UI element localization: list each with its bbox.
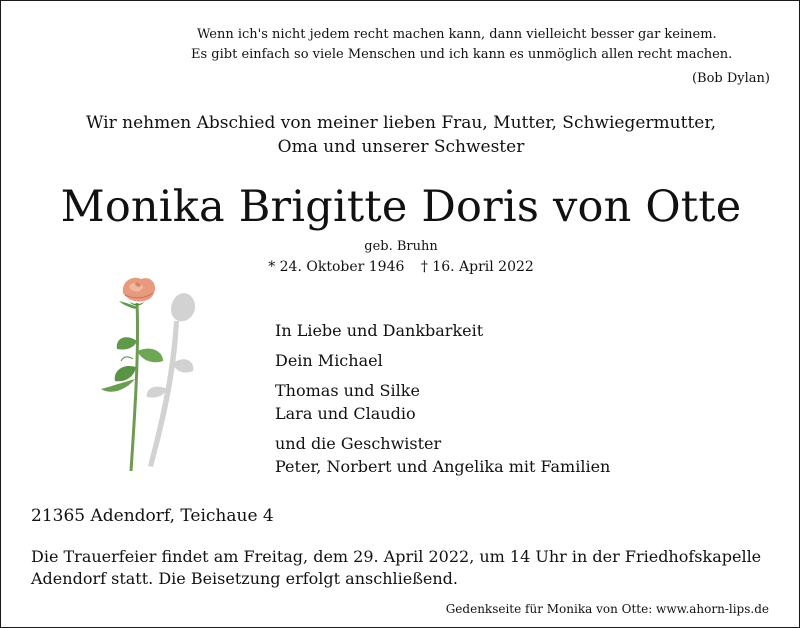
- ceremony-line: Adendorf statt. Die Beisetzung erfolgt anschließend.: [31, 569, 458, 588]
- ceremony-info: [31, 546, 781, 590]
- husband-group: [275, 349, 610, 372]
- intro-text: [1, 111, 800, 159]
- memorial-page-link[interactable]: Gedenkseite für Monika von Otte: www.ahorn-lips.de: [445, 602, 769, 616]
- maiden-name: geb. Bruhn: [364, 239, 438, 254]
- birth-date: * 24. Oktober 1946: [268, 259, 405, 275]
- siblings-group: [275, 432, 610, 478]
- siblings-names: Peter, Norbert und Angelika mit Familien: [275, 457, 611, 476]
- children-group: [275, 379, 610, 425]
- ceremony-line: Die Trauerfeier findet am Freitag, dem 29. April 2022, um 14 Uhr in der Friedhofskapelle: [31, 547, 762, 566]
- intro-line: Wir nehmen Abschied von meiner lieben Frau, Mutter, Schwiegermutter,: [86, 113, 716, 133]
- child-family: Thomas und Silke: [275, 381, 420, 400]
- siblings-heading: und die Geschwister: [275, 434, 442, 453]
- quote-line: Wenn ich's nicht jedem recht machen kann, dann vielleicht besser gar keinem.: [197, 27, 717, 42]
- mourners-list: [275, 319, 610, 485]
- deceased-name: Monika Brigitte Doris von Otte: [60, 182, 742, 232]
- mourners-heading-group: [275, 319, 610, 342]
- husband-name: Dein Michael: [275, 351, 383, 370]
- quote-line: Es gibt einfach so viele Menschen und ich kann es unmöglich allen recht machen.: [191, 47, 733, 62]
- family-address: 21365 Adendorf, Teichaue 4: [31, 506, 274, 526]
- child-family: Lara und Claudio: [275, 404, 416, 423]
- rose-icon: [75, 271, 205, 481]
- intro-line: Oma und unserer Schwester: [277, 137, 525, 157]
- death-date: † 16. April 2022: [420, 259, 534, 275]
- quote-block: [191, 25, 771, 65]
- mourners-heading: In Liebe und Dankbarkeit: [275, 321, 484, 340]
- quote-author: (Bob Dylan): [691, 71, 770, 86]
